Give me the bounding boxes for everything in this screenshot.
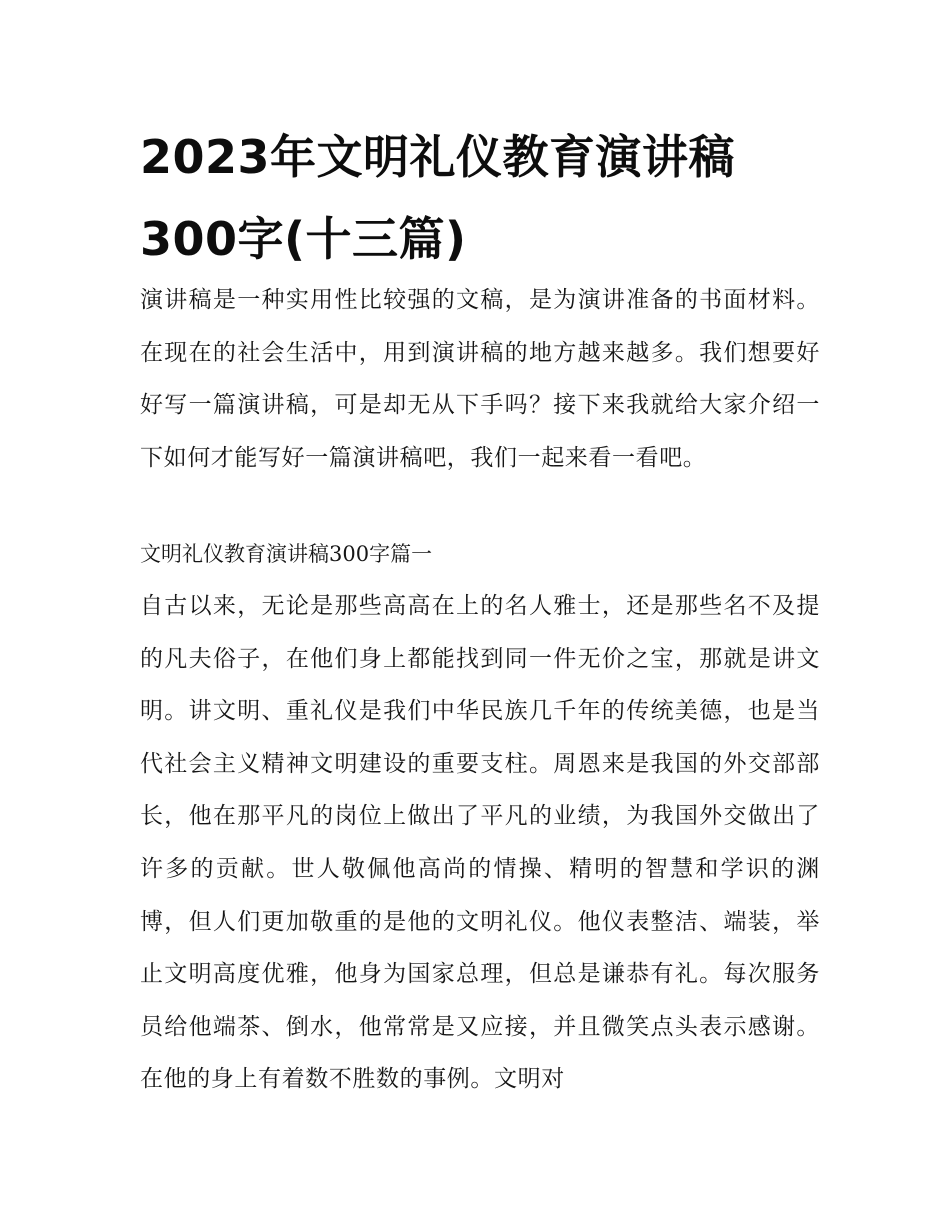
document-title — [140, 116, 820, 280]
body-paragraph: 自古以来，无论是那些高高在上的名人雅士，还是那些名不及提的凡夫俗子，在他们身上都能找到同一件无价之宝，那就是讲文明。讲文明、重礼仪是我们中华民族几千年的传统美德，也是当代社会主义精神文明建设的重要支柱。周恩来是我国的外交部部长，他在那平凡的岗位上做出了平凡的业绩，为我国外交做出了许多的贡献。世人敬佩他高尚的情操、精明的智慧和学识的渊博，但人们更加敬重的是他的文明礼仪。他仪表整洁、端装，举止文明高度优雅，他身为国家总理，但总是谦恭有礼。每次服务员给他端茶、倒水，他常常是又应接，并且微笑点头表示感谢。在他的身上有着数不胜数的事例。文明对 — [140, 593, 820, 1093]
title-line-1: 2023年文明礼仪教育演讲稿 — [140, 130, 736, 184]
title-line-2: 300字(十三篇) — [140, 212, 467, 266]
intro-paragraph: 演讲稿是一种实用性比较强的文稿，是为演讲准备的书面材料。在现在的社会生活中，用到演讲稿的地方越来越多。我们想要好好写一篇演讲稿，可是却无从下手吗？接下来我就给大家介绍一下如何才能写好一篇演讲稿吧，我们一起来看一看吧。 — [140, 287, 820, 471]
section-heading: 文明礼仪教育演讲稿300字篇一 — [140, 542, 433, 566]
